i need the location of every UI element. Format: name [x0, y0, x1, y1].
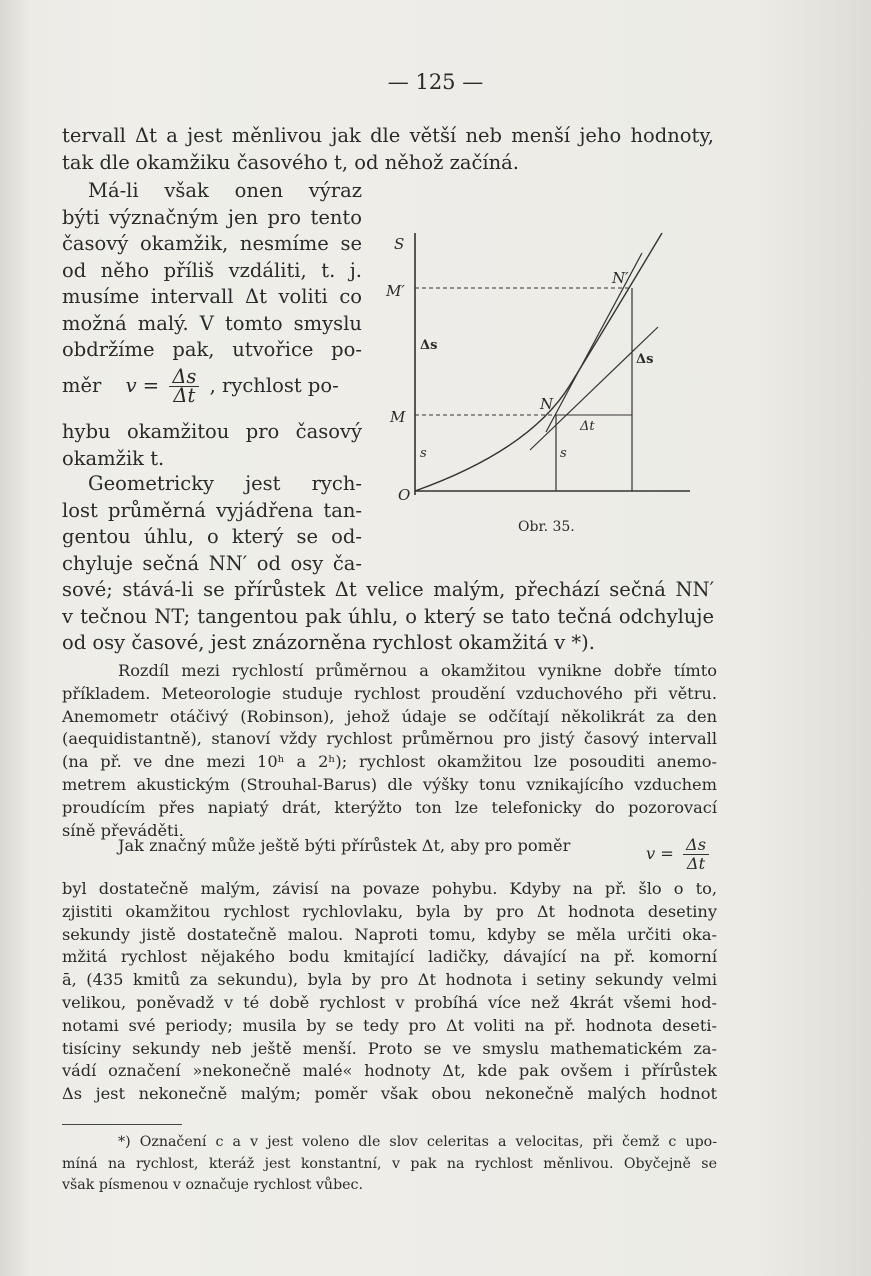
text-line: obdržíme pak, utvořice po- [62, 338, 362, 361]
text-line: Má-li však onen výraz [88, 179, 362, 202]
text-line: možná malý. V tomto smyslu [62, 311, 362, 335]
text-line: býti význačným jen pro tento [62, 205, 362, 229]
small-ratio-fraction [683, 836, 709, 873]
fraction-numerator: Δs [169, 368, 199, 387]
text-line: musíme intervall Δt voliti co [62, 285, 362, 308]
text-line: lost průměrná vyjádřena tan- [62, 498, 362, 522]
fraction-numerator: Δs [683, 836, 709, 855]
text-line: od něho příliš vzdáliti, t. j. [62, 258, 362, 282]
text-line: Anemometr otáčivý (Robinson), jehož údaje se odčítají několikrát za den [62, 706, 717, 726]
ratio-line [62, 365, 362, 407]
text-line: vádí označení »nekonečně malé« hodnoty Δt, kde pak ovšem i přírůstek [62, 1061, 717, 1081]
text-line: tisíciny sekundy neb ještě menší. Proto se ve smyslu mathematickém za- [62, 1038, 717, 1058]
text-line: byl dostatečně malým, závisí na povaze pohybu. Kdyby na př. šlo o to, [62, 879, 717, 898]
label-o: O [398, 486, 411, 504]
text-line: ā, (435 kmitů za sekundu), byla by pro Δt hodnota i setiny sekundy velmi [62, 970, 717, 990]
text-line: síně převáděti. [62, 820, 184, 840]
text-line: metrem akustickým (Strouhal-Barus) dle výšky tonu vznikajícího vzduchem [62, 774, 717, 794]
text-line: tak dle okamžiku časového t, od něhož začíná. [62, 150, 520, 174]
figure-caption: Obr. 35. [518, 519, 575, 535]
label-s-axis: S [394, 235, 405, 253]
text-line: Jak značný může ještě býti přírůstek Δt, aby pro poměr [118, 836, 571, 855]
ratio-v: v = [125, 374, 160, 397]
label-ds-left: Δs [420, 338, 438, 353]
paragraph-wrap-end [62, 419, 362, 472]
text-line: (na př. ve dne mezi 10ʰ a 2ʰ); rychlost okamžitou lze posouditi anemo- [62, 752, 717, 772]
page-number: — 125 — [387, 70, 484, 94]
small-print-block [62, 660, 717, 842]
paragraph-geometry [62, 471, 362, 577]
text-line: proudícím přes napiatý drát, kterýžto ton lze telefonicky do pozorovací [62, 797, 717, 817]
text-line: notami své periody; musila by se tedy pro Δt voliti na př. hodnota deseti- [62, 1015, 717, 1035]
small-print-ratio-line [62, 835, 717, 873]
label-ds-right: Δs [636, 352, 654, 367]
ratio-suffix: , rychlost po- [209, 374, 339, 397]
text-line: tervall Δt a jest měnlivou jak dle větší neb menší jeho hodnoty, [62, 124, 714, 147]
text-line: příkladem. Meteorologie studuje rychlost proudění vzduchového při větru. [62, 683, 717, 703]
small-print-block-2 [62, 878, 717, 1106]
label-s-left: s [420, 446, 427, 461]
text-line: Rozdíl mezi rychlostí průměrnou a okamžitou vynikne dobře tímto [118, 661, 717, 680]
text-line: velikou, poněvadž v té době rychlost v probíhá více než 4krát všemi hod- [62, 992, 717, 1012]
text-line: sové; stává-li se přírůstek Δt velice malým, přechází sečná NN′ [62, 578, 714, 601]
ratio-fraction [169, 365, 199, 407]
paragraph-wrap [62, 178, 362, 364]
footnote-rule [62, 1124, 182, 1125]
label-s-right: s [560, 446, 567, 461]
ratio-prefix: měr [62, 374, 102, 397]
figure-35 [380, 225, 700, 545]
text-line: časový okamžik, nesmíme se [62, 232, 362, 255]
text-line: *) Označení c a v jest voleno dle slov celeritas a velocitas, při čemž c upo- [118, 1134, 717, 1150]
small-ratio-v: v = [645, 844, 674, 863]
label-n-prime: N′ [612, 269, 629, 287]
text-line: však písmenou v označuje rychlost vůbec. [62, 1177, 363, 1193]
text-line: chyluje sečná NN′ od osy ča- [62, 551, 362, 575]
label-m-prime: M′ [386, 282, 405, 300]
text-line: Geometricky jest rych- [88, 472, 362, 495]
small-ratio [646, 836, 713, 873]
label-m: M [390, 408, 406, 426]
paragraph-geometry-cont [62, 577, 714, 657]
fraction-denominator: Δt [686, 854, 706, 873]
paragraph-intro [62, 123, 714, 176]
text-line: od osy časové, jest znázorněna rychlost okamžitá v *). [62, 631, 595, 654]
label-dt: Δt [580, 419, 595, 434]
text-line: (aequidistantně), stanoví vždy rychlost průměrnou pro jistý časový intervall [62, 729, 717, 749]
label-n: N [540, 395, 554, 413]
text-line: sekundy jistě dostatečně malou. Naproti tomu, kdyby se měla určiti oka- [62, 924, 717, 944]
text-line: hybu okamžitou pro časový [62, 420, 362, 443]
fraction-denominator: Δt [173, 384, 196, 407]
text-line: okamžik t. [62, 446, 165, 470]
text-line: mžitá rychlost nějakého bodu kmitající ladičky, dávající na př. komorní [62, 947, 717, 967]
text-line: Δs jest nekonečně malým; poměr však obou nekonečně malých hodnot [62, 1084, 717, 1104]
text-line: míná na rychlost, kteráž jest konstantní, v pak na rychlost měnlivou. Obyčejně se [62, 1155, 717, 1172]
text-line: gentou úhlu, o který se od- [62, 525, 362, 548]
footnote [62, 1132, 717, 1197]
text-line: zjistiti okamžitou rychlost rychlovlaku, byla by pro Δt hodnota desetiny [62, 901, 717, 921]
text-line: v tečnou NT; tangentou pak úhlu, o který se tato tečná odchyluje [62, 604, 714, 628]
